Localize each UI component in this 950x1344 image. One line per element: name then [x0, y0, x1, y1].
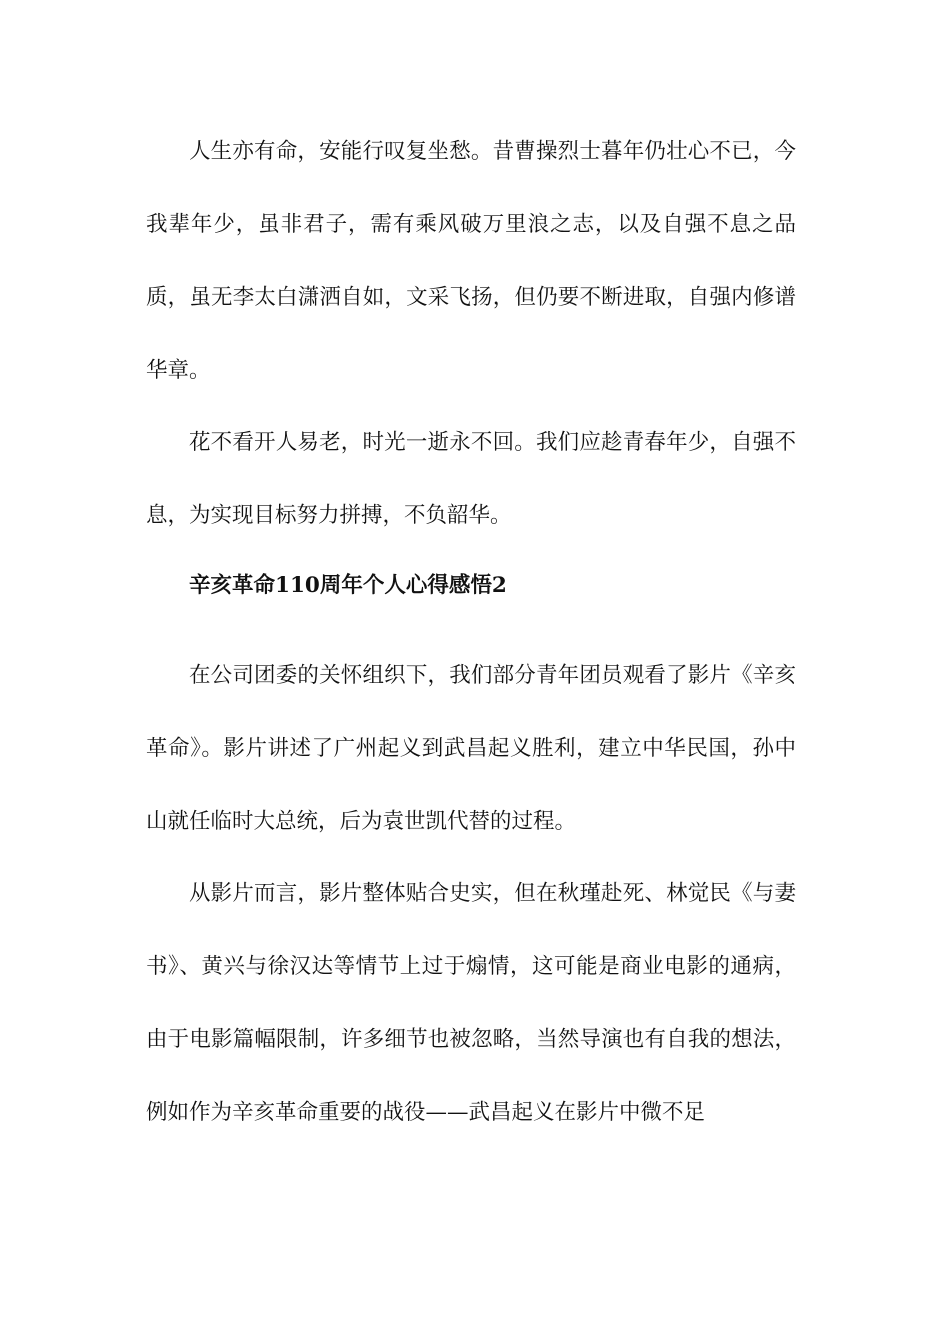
section-heading: 辛亥革命110周年个人心得感悟2: [189, 573, 507, 598]
paragraph-3: 在公司团委的关怀组织下，我们部分青年团员观看了影片《辛亥革命》。影片讲述了广州起义到武昌起义胜利，建立中华民国，孙中山就任临时大总统，后为袁世凯代替的过程。: [146, 663, 796, 834]
paragraph-1: 人生亦有命，安能行叹复坐愁。昔曹操烈士暮年仍壮心不已，今我辈年少，虽非君子，需有乘风破万里浪之志，以及自强不息之品质，虽无李太白潇洒自如，文采飞扬，但仍要不断进取，自强内修谱华章。: [146, 139, 796, 383]
paragraph-2: 花不看开人易老，时光一逝永不回。我们应趁青春年少，自强不息，为实现目标努力拼搏，不负韶华。: [146, 430, 796, 528]
paragraph-4: 从影片而言，影片整体贴合史实，但在秋瑾赴死、林觉民《与妻书》、黄兴与徐汉达等情节上过于煽情，这可能是商业电影的通病，由于电影篇幅限制，许多细节也被忽略，当然导演也有自我的想法，例如作为辛亥革命重要的战役——武昌起义在影片中微不足: [146, 881, 796, 1125]
